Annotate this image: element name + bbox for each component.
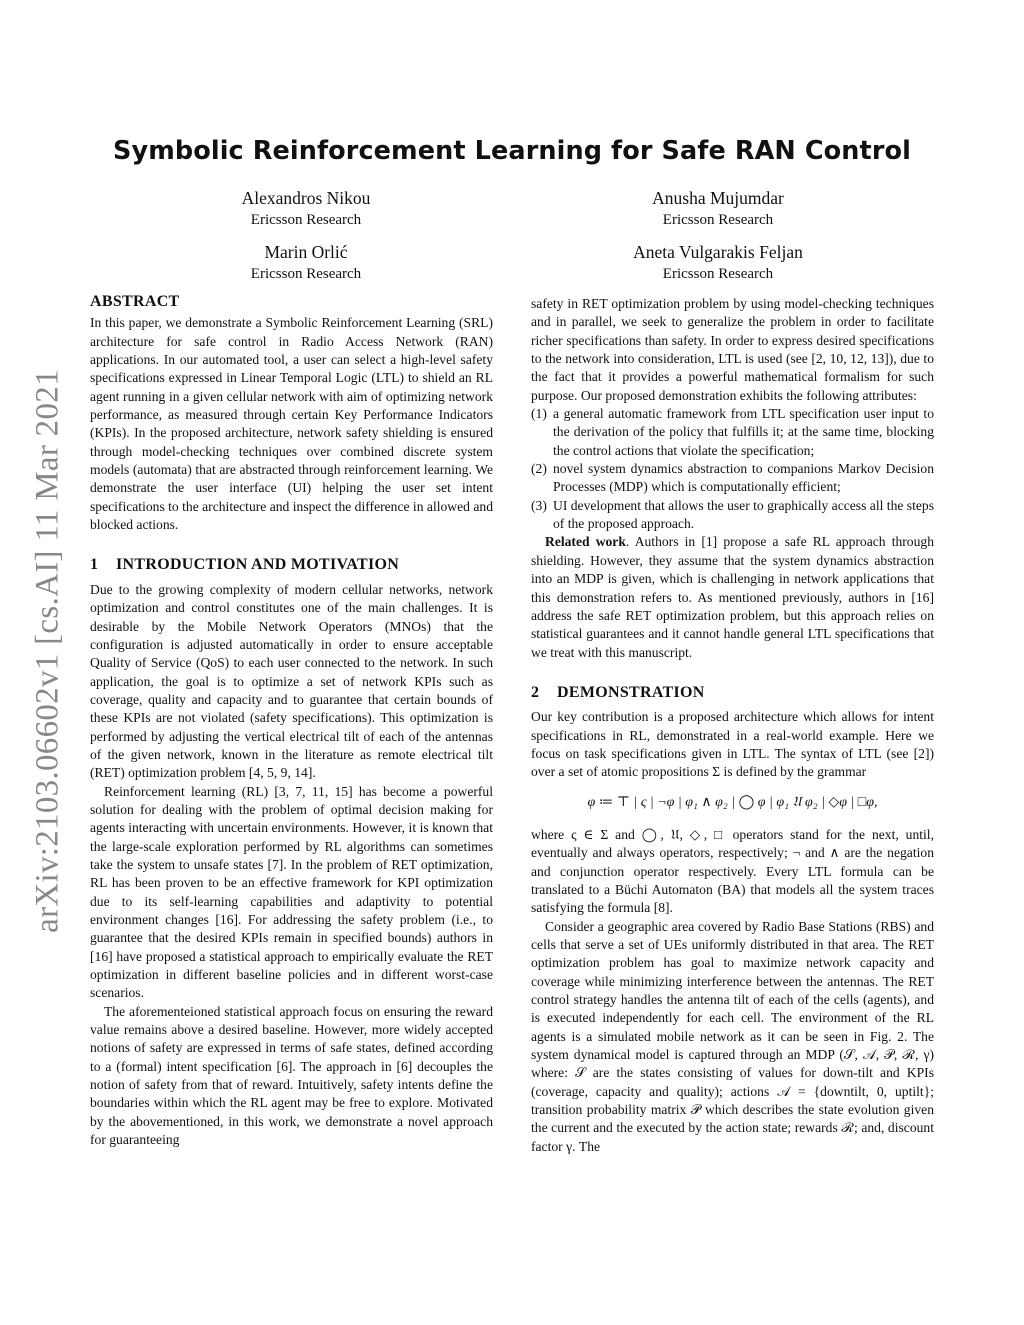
paragraph: The aforementeioned statistical approach focus on ensuring the reward value remains above a desired baseline. However, more widely accepted notions of safety are expressed in terms of safe states, defined according to a (formal) intent specification [6]. The approach in [6] decouples the notion of safety from that of reward. Intuitively, safety intents define the boundaries within which the RL agent may be free to explore. Motivated by the abovementioned, in this work, we demonstrate a novel approach for guaranteeing xyxy=(90,1003,493,1148)
paper-title: Symbolic Reinforcement Learning for Safe RAN Control xyxy=(113,136,911,166)
ltl-grammar-formula: φ ≔ ⊤ | ς | ¬φ | φ₁ ∧ φ₂ | ◯ φ | φ₁ 𝔘 φ₂ | ◇φ | □φ, xyxy=(587,794,878,810)
right-column xyxy=(531,295,934,1156)
paragraph: Consider a geographic area covered by Radio Base Stations (RBS) and cells that serve a set of UEs uniformly distributed in that area. The RET optimization problem has goal to maximize network capacity and coverage while minimizing interference between the antennas. The RET control strategy handles the antenna tilt of each of the cells (agents), and is executed independently for each cell. The environment of the RL agents is a simulated mobile network as it can be seen in Fig. 2. The system dynamical model is captured through an MDP (𝒮, 𝒜, 𝒫, ℛ, γ) where: 𝒮 are the states consisting of values for down-tilt and KPIs (coverage, capacity and quality); actions 𝒜 = {downtilt, 0, uptilt}; transition probability matrix 𝒫 which describes the state evolution given the current and the executed by the action state; rewards ℛ; and, discount factor γ. The xyxy=(531,918,934,1154)
paragraph: safety in RET optimization problem by using model-checking techniques and in parallel, we seek to generalize the problem in order to facilitate richer specifications than safety. In order to express desired specifications to the network into consideration, LTL is used (see [2, 10, 12, 13]), due to the fact that it provides a powerful mathematical formalism for such purpose. Our proposed demonstration exhibits the following attributes: xyxy=(531,296,934,403)
list-marker: (2) xyxy=(531,461,547,477)
related-work-text: . Authors in [1] propose a safe RL approach through shielding. However, they assume that the system dynamics abstraction into an MDP is given, which is challenging in network applications that this demonstration refers to. As mentioned previously, authors in [16] address the safe RET optimization problem, but this approach relies on statistical guarantees and it cannot handle general LTL specifications that we treat with this manuscript. xyxy=(531,534,934,660)
related-work-label: Related work xyxy=(545,534,626,550)
author-affiliation: Ericsson Research xyxy=(662,212,774,228)
author-affiliation: Ericsson Research xyxy=(250,212,362,228)
paragraph: where ς ∈ Σ and ◯, 𝔘, ◇, □ operators stand for the next, until, eventually and always operators, respectively; ¬ and ∧ are the negation and conjunction operator respectively. Every LTL formula can be translated to a Büchi Automaton (BA) that models all the system traces satisfying the formula [8]. xyxy=(531,826,934,916)
list-item xyxy=(531,497,934,534)
author-block xyxy=(558,240,878,284)
arxiv-identifier: arXiv:2103.06602v1 [cs.AI] 11 Mar 2021 xyxy=(29,369,66,933)
author-affiliation: Ericsson Research xyxy=(662,266,774,282)
section-number: 2 xyxy=(531,683,540,701)
section-title: DEMONSTRATION xyxy=(557,683,705,701)
list-item-text: UI development that allows the user to graphically access all the steps of the proposed approach. xyxy=(553,497,934,532)
paragraph: Our key contribution is a proposed architecture which allows for intent specifications in RL, demonstrated in a real-world example. Here we focus on task specifications given in LTL. The syntax of LTL (see [2]) over a set of atomic propositions Σ is defined by the grammar xyxy=(531,709,934,780)
section-number: 1 xyxy=(90,556,99,574)
list-item xyxy=(531,460,934,497)
section-title: INTRODUCTION AND MOTIVATION xyxy=(116,556,400,574)
attributes-list xyxy=(531,405,934,533)
list-item-text: a general automatic framework from LTL specification user input to the derivation of the policy that fulfills it; at the same time, blocking the control actions that violate the specification; xyxy=(553,406,934,458)
author-name: Anusha Mujumdar xyxy=(652,188,784,208)
abstract-heading: ABSTRACT xyxy=(90,293,180,310)
author-block xyxy=(146,240,466,284)
author-block xyxy=(146,186,466,230)
author-name: Aneta Vulgarakis Feljan xyxy=(633,242,803,262)
related-work-paragraph xyxy=(531,533,934,661)
paragraph: Reinforcement learning (RL) [3, 7, 11, 15] has become a powerful solution for dealing with the problem of optimal decision making for agents interacting with uncertain environments. However, it is known that the large-scale exploration performed by RL algorithms can sometimes take the system to unsafe states [7]. In the problem of RET optimization, RL has been proven to be an effective framework for KPI optimization due to its self-learning capabilities and adaptivity to potential environment changes [16]. For addressing the safety problem (i.e., to guarantee that the desired KPIs remain in specified bounds) authors in [16] have proposed a statistical approach to empirically evaluate the RET optimization in different baseline policies and in different worst-case scenarios. xyxy=(90,783,493,1001)
paragraph: Due to the growing complexity of modern cellular networks, network optimization and control constitutes one of the main challenges. It is desirable by the Mobile Network Operators (MNOs) that the configuration is adjusted automatically in order to ensure acceptable Quality of Service (QoS) to each user connected to the network. In such application, the goal is to optimize a set of network KPIs such as coverage, quality and capacity and to guarantee that certain bounds of these KPIs are not violated (safety specifications). This optimization is performed by adjusting the vertical electrical tilt of each of the antennas of the given network, known in the literature as remote electrical tilt (RET) optimization problem [4, 5, 9, 14]. xyxy=(90,581,493,781)
list-marker: (1) xyxy=(531,406,547,422)
left-column xyxy=(90,293,493,1149)
list-marker: (3) xyxy=(531,497,547,513)
author-name: Alexandros Nikou xyxy=(241,188,371,208)
list-item-text: novel system dynamics abstraction to companions Markov Decision Processes (MDP) which is computationally efficient; xyxy=(553,461,934,495)
section-2-heading xyxy=(531,684,934,702)
author-name: Marin Orlić xyxy=(264,242,348,262)
abstract-text: In this paper, we demonstrate a Symbolic Reinforcement Learning (SRL) architecture for safe control in Radio Access Network (RAN) applications. In our automated tool, a user can select a high-level safety specifications expressed in Linear Temporal Logic (LTL) to shield an RL agent running in a given cellular network with aim of optimizing network performance, as measured through certain Key Performance Indicators (KPIs). In the proposed architecture, network safety shielding is ensured through model-checking techniques over combined discrete system models (automata) that are abstracted through reinforcement learning. We demonstrate the user interface (UI) helping the user set intent specifications to the architecture and inspect the difference in allowed and blocked actions. xyxy=(90,315,493,533)
arxiv-sidebar xyxy=(30,356,66,946)
list-item xyxy=(531,405,934,460)
author-block xyxy=(558,186,878,230)
author-affiliation: Ericsson Research xyxy=(250,266,362,282)
section-1-heading xyxy=(90,556,493,574)
